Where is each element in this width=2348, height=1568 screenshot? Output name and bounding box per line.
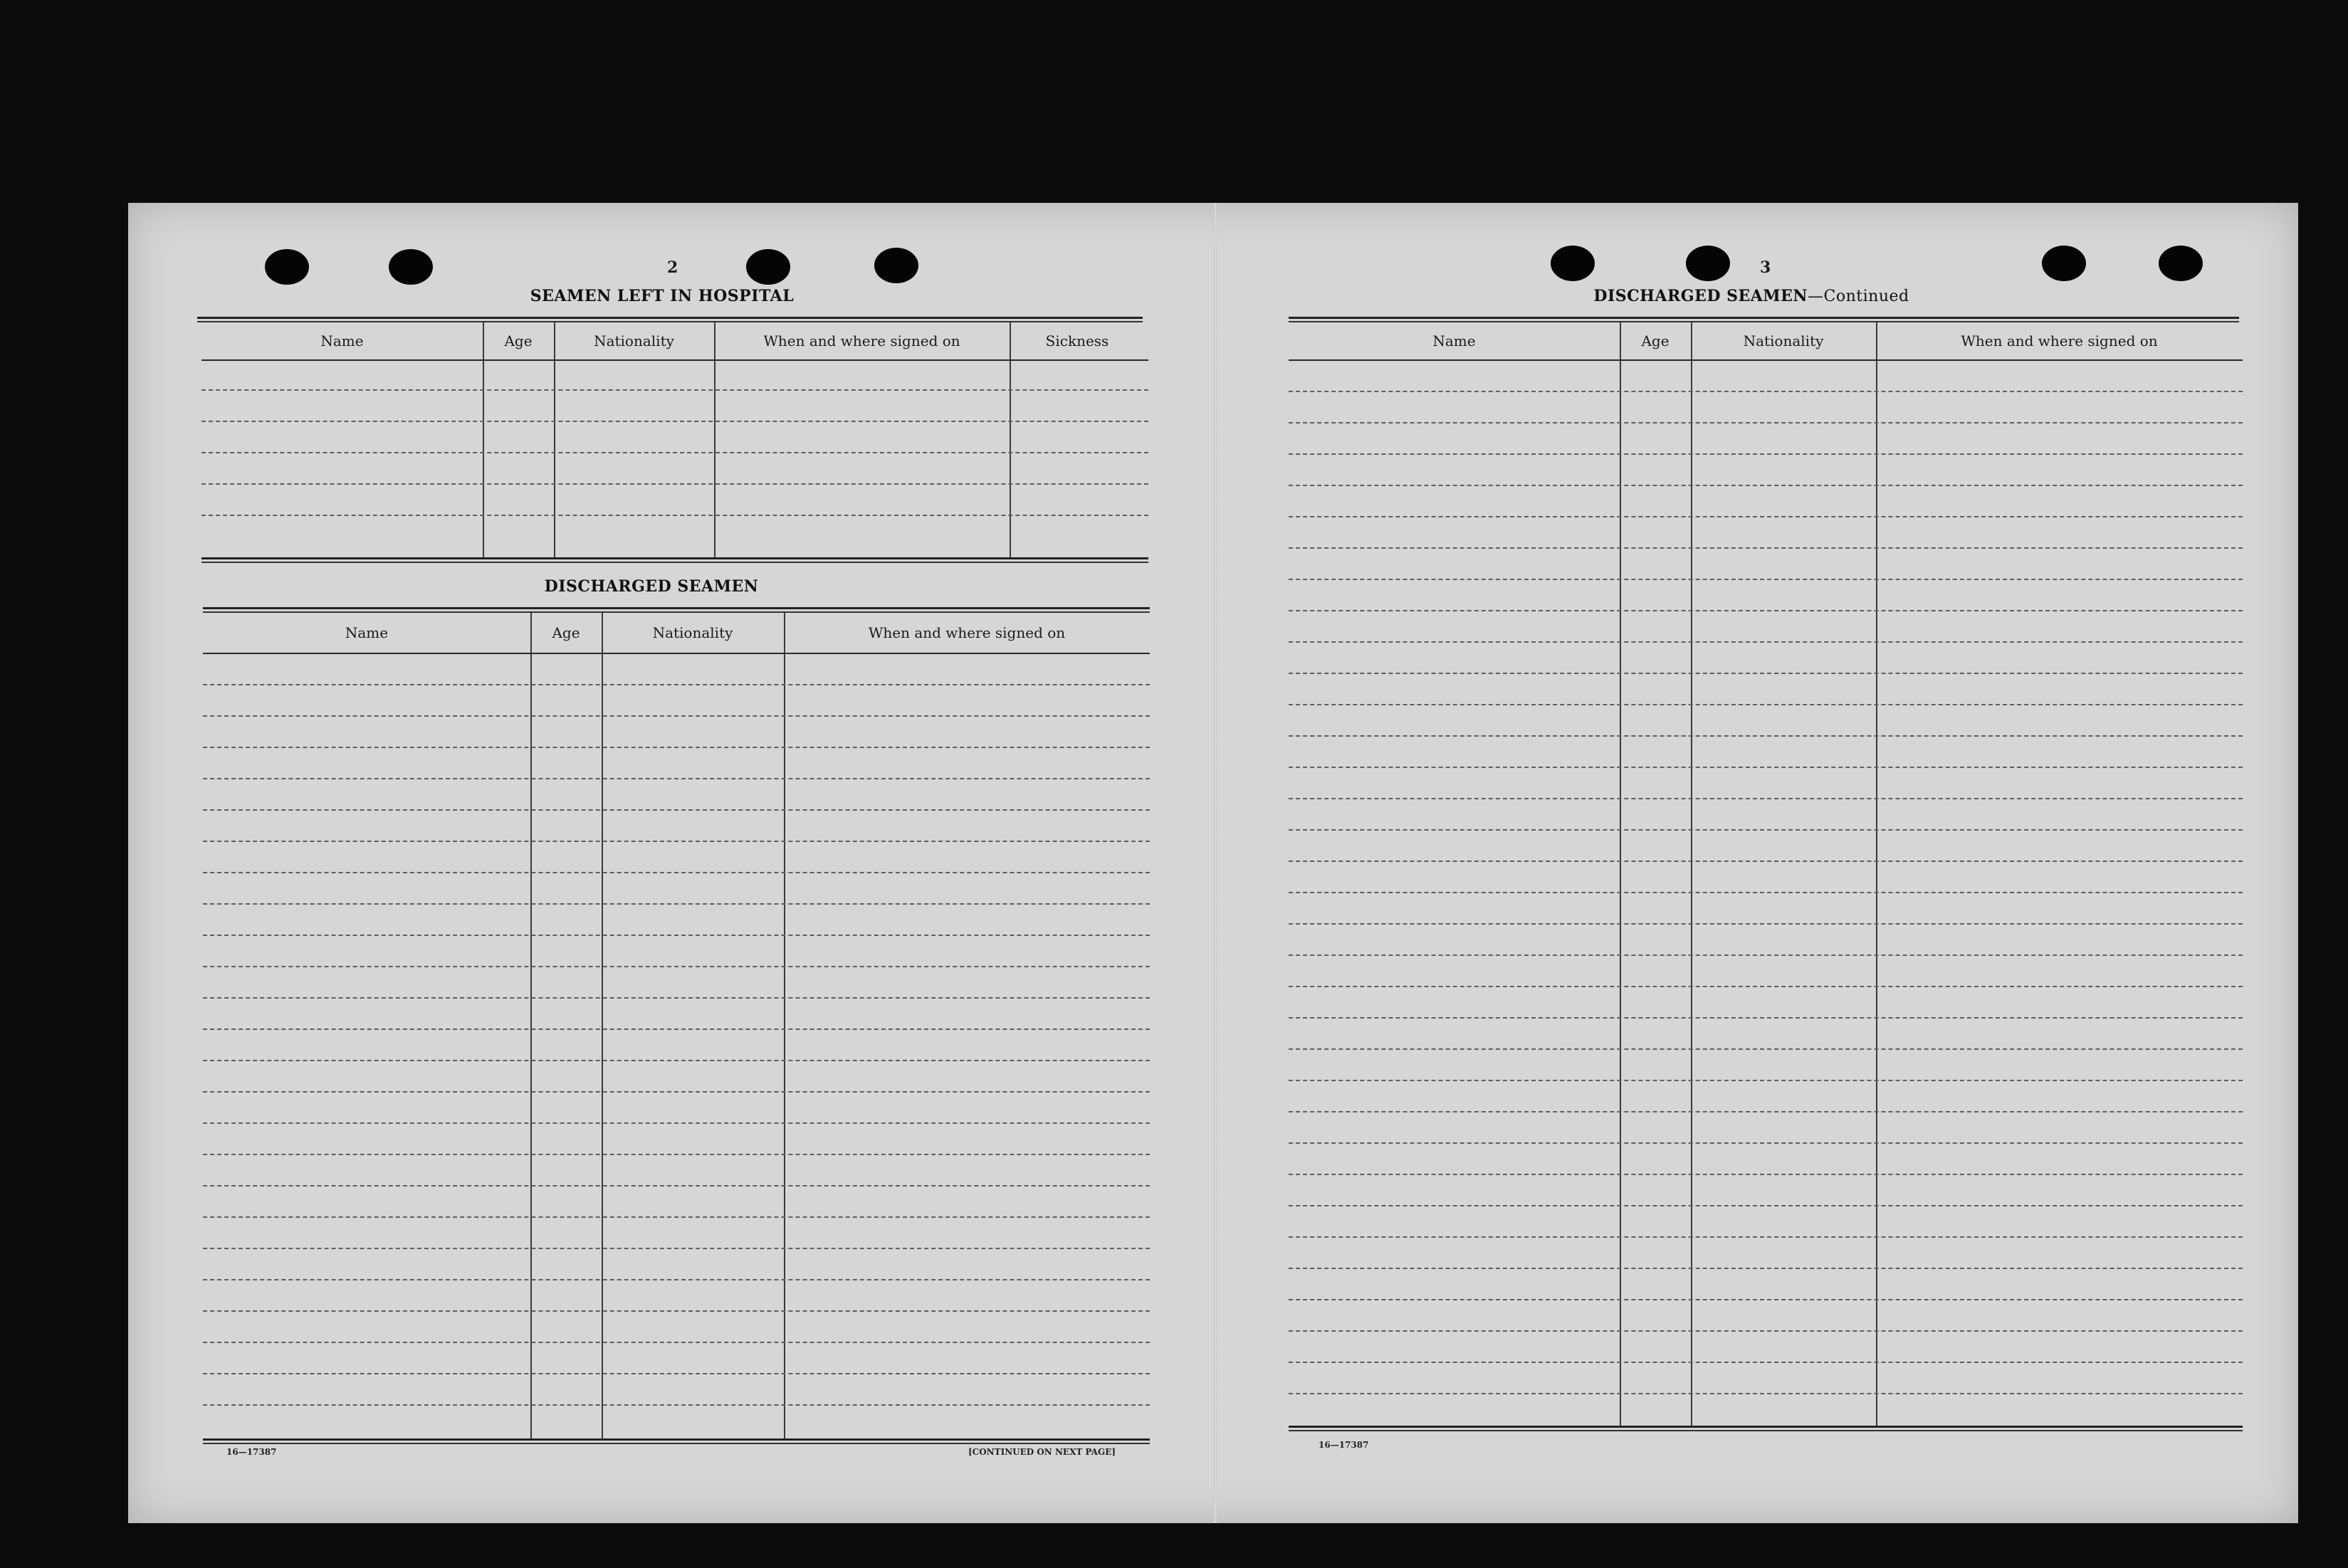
form-sheet	[128, 203, 2298, 1523]
table-row	[1289, 1174, 2243, 1175]
hospital-section-title: SEAMEN LEFT IN HOSPITAL	[530, 287, 795, 305]
column-header-signed-on: When and where signed on	[868, 624, 1066, 641]
table-row	[1289, 923, 2243, 925]
column-header-nationality: Nationality	[652, 624, 733, 641]
table-row	[1289, 1299, 2243, 1300]
table-row	[1289, 391, 2243, 392]
hospital-table	[201, 322, 1148, 557]
discharged-continued-title	[1573, 287, 1929, 305]
table-row	[201, 483, 1148, 485]
table-row	[1289, 1205, 2243, 1206]
table-row	[203, 1216, 1150, 1218]
table-row	[1289, 1080, 2243, 1081]
table-row	[203, 1310, 1150, 1312]
table-row	[1289, 1017, 2243, 1019]
table-row	[1289, 1393, 2243, 1394]
table-row	[203, 1028, 1150, 1030]
page-number-left: 2	[667, 258, 678, 277]
table-row	[203, 935, 1150, 936]
punch-hole	[746, 249, 790, 285]
form-code-left: 16—17387	[226, 1447, 277, 1457]
table-row	[1289, 485, 2243, 486]
column-divider	[602, 613, 603, 1438]
table-row	[1289, 1330, 2243, 1332]
hospital-bottom-rule	[201, 557, 1148, 559]
column-header-signed-on: When and where signed on	[1961, 332, 2158, 349]
table-row	[201, 421, 1148, 422]
table-row	[203, 997, 1150, 999]
punch-hole	[389, 249, 433, 285]
punch-hole	[2159, 246, 2203, 281]
discharged-section-title: DISCHARGED SEAMEN	[544, 577, 759, 596]
right-bottom-rule-2	[1289, 1430, 2243, 1431]
column-divider	[784, 613, 785, 1438]
punch-hole	[1686, 246, 1730, 281]
header-underline	[1289, 359, 2243, 361]
column-header-nationality: Nationality	[594, 332, 674, 349]
table-row	[203, 903, 1150, 905]
hospital-top-rule	[197, 317, 1143, 319]
header-underline	[201, 359, 1148, 361]
table-row	[1289, 1048, 2243, 1050]
table-row	[1289, 1362, 2243, 1363]
column-header-nationality: Nationality	[1743, 332, 1824, 349]
table-row	[203, 1154, 1150, 1155]
continued-note: [CONTINUED ON NEXT PAGE]	[968, 1447, 1116, 1457]
table-row	[1289, 673, 2243, 674]
discharged-table-left	[203, 613, 1150, 1438]
column-header-signed-on: When and where signed on	[763, 332, 960, 349]
table-row	[1289, 767, 2243, 768]
column-header-name: Name	[1432, 332, 1476, 349]
table-row	[203, 715, 1150, 717]
punch-hole	[2042, 246, 2086, 281]
table-row	[201, 515, 1148, 516]
table-row	[203, 1091, 1150, 1093]
column-divider	[530, 613, 532, 1438]
column-divider	[1010, 322, 1011, 557]
right-top-rule	[1289, 317, 2239, 319]
table-row	[203, 1060, 1150, 1061]
discharged-title-suffix: —Continued	[1808, 288, 1909, 305]
table-row	[1289, 1268, 2243, 1269]
table-row	[1289, 798, 2243, 799]
table-row	[203, 684, 1150, 685]
punch-hole	[1551, 246, 1595, 281]
column-header-age: Age	[504, 332, 533, 349]
table-row	[203, 809, 1150, 811]
column-header-sickness: Sickness	[1045, 332, 1109, 349]
table-row	[1289, 829, 2243, 831]
table-row	[203, 966, 1150, 967]
table-row	[1289, 422, 2243, 423]
column-header-name: Name	[345, 624, 389, 641]
column-divider	[483, 322, 484, 557]
table-row	[1289, 735, 2243, 737]
column-header-age: Age	[552, 624, 580, 641]
table-row	[201, 452, 1148, 453]
table-row	[1289, 1236, 2243, 1238]
table-row	[1289, 861, 2243, 862]
table-row	[203, 1122, 1150, 1124]
table-row	[1289, 704, 2243, 705]
table-row	[1289, 516, 2243, 517]
table-row	[1289, 892, 2243, 893]
table-row	[203, 1248, 1150, 1249]
table-row	[203, 1279, 1150, 1280]
table-row	[203, 1404, 1150, 1406]
table-row	[1289, 1111, 2243, 1112]
discharged-bottom-rule-2	[203, 1443, 1150, 1444]
table-row	[1289, 641, 2243, 643]
table-row	[1289, 954, 2243, 956]
column-header-age: Age	[1641, 332, 1670, 349]
table-row	[203, 1185, 1150, 1186]
table-row	[203, 1342, 1150, 1343]
table-row	[203, 747, 1150, 748]
column-header-name: Name	[320, 332, 364, 349]
page-number-right: 3	[1760, 258, 1771, 277]
discharged-title-main: DISCHARGED SEAMEN	[1593, 287, 1808, 305]
table-row	[1289, 610, 2243, 611]
punch-hole	[874, 248, 918, 283]
discharged-table-right	[1289, 322, 2243, 1426]
column-divider	[1620, 322, 1621, 1426]
table-row	[203, 841, 1150, 842]
discharged-top-rule	[203, 607, 1150, 609]
right-bottom-rule	[1289, 1426, 2243, 1428]
table-row	[201, 389, 1148, 391]
table-row	[203, 872, 1150, 873]
table-row	[1289, 579, 2243, 580]
hospital-bottom-rule-2	[201, 562, 1148, 563]
punch-hole	[265, 249, 309, 285]
table-row	[1289, 547, 2243, 549]
table-row	[203, 1373, 1150, 1374]
header-underline	[203, 653, 1150, 654]
column-divider	[554, 322, 555, 557]
column-divider	[1876, 322, 1877, 1426]
column-divider	[1691, 322, 1692, 1426]
form-code-right: 16—17387	[1319, 1440, 1369, 1450]
table-row	[1289, 1142, 2243, 1144]
table-row	[1289, 453, 2243, 455]
table-row	[1289, 986, 2243, 987]
table-row	[203, 778, 1150, 779]
discharged-bottom-rule	[203, 1438, 1150, 1441]
column-divider	[714, 322, 716, 557]
page-fold	[1214, 203, 1217, 1523]
